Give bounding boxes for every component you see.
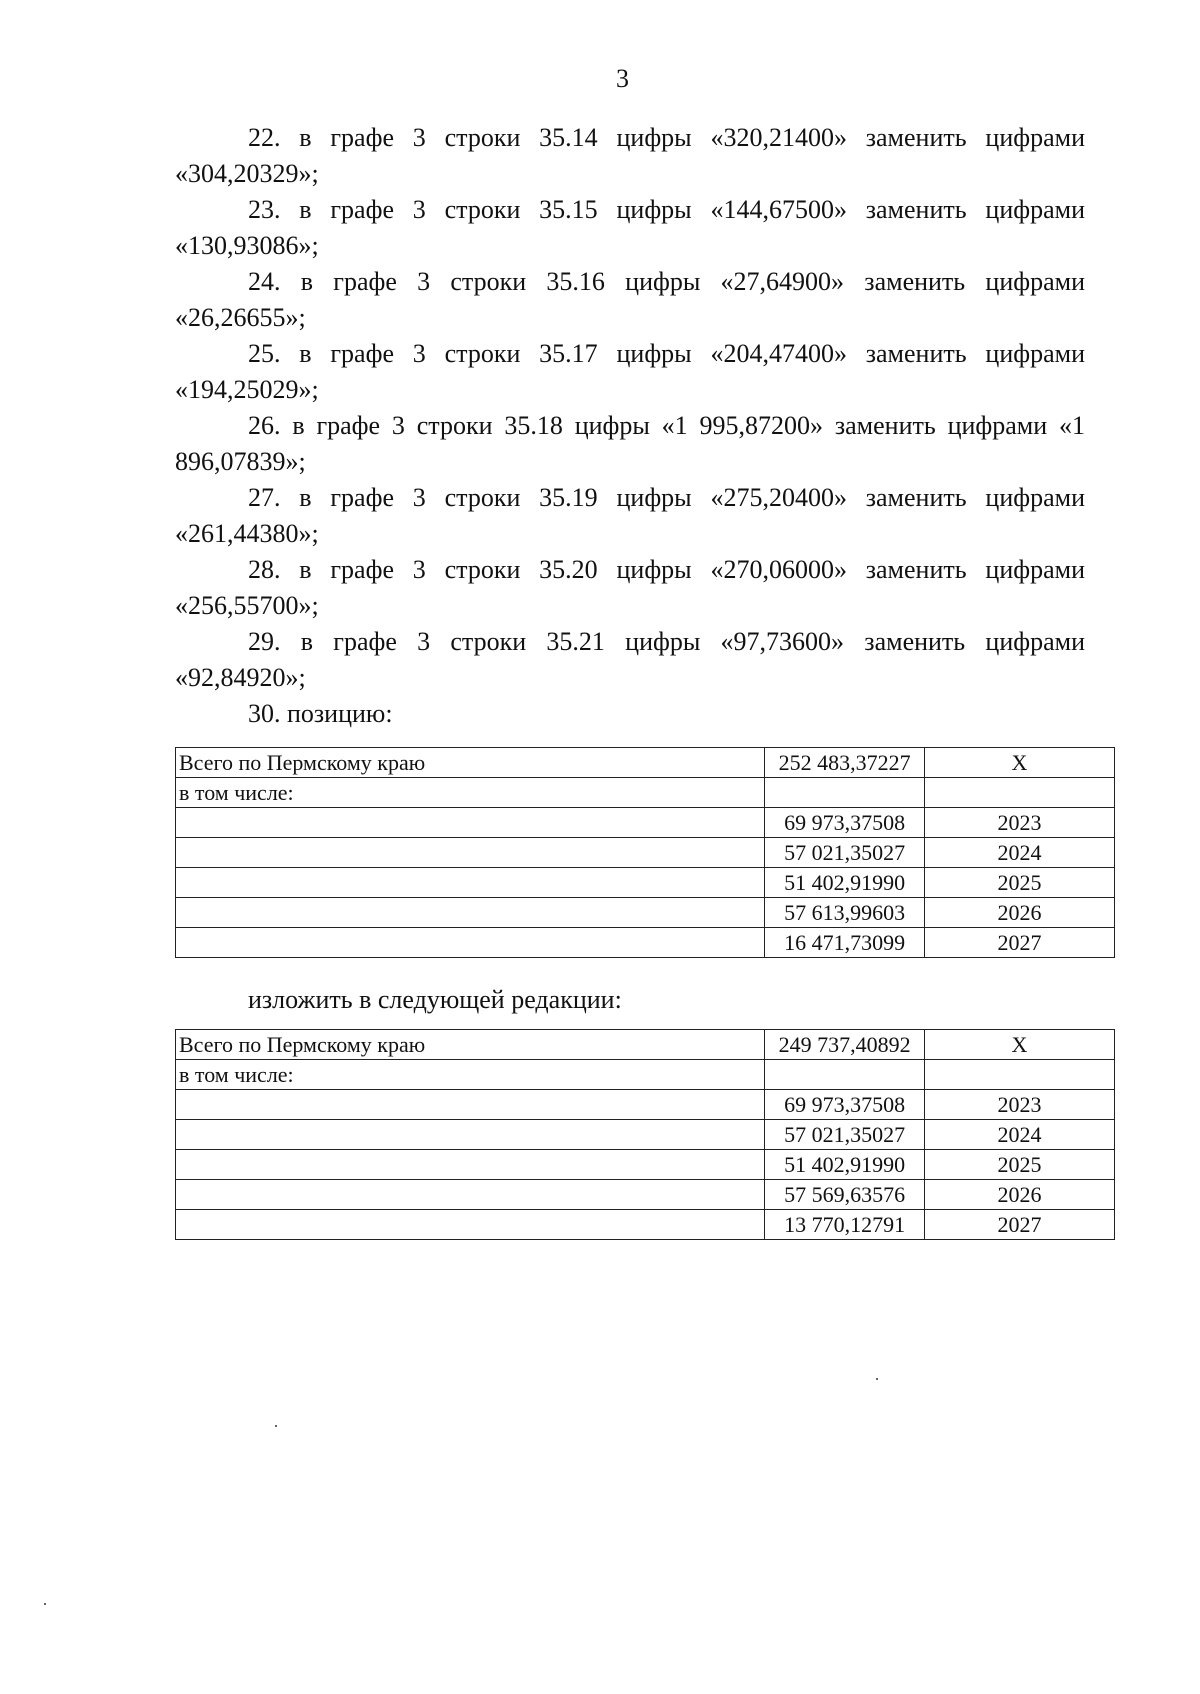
row-name <box>176 868 765 898</box>
row-year: 2027 <box>924 1210 1114 1240</box>
row-name <box>176 928 765 958</box>
table-row <box>176 748 1115 778</box>
row-value: 57 613,99603 <box>765 898 925 928</box>
row-value: 69 973,37508 <box>765 1090 925 1120</box>
row-value: 13 770,12791 <box>765 1210 925 1240</box>
table-row <box>176 1060 1115 1090</box>
row-year: 2027 <box>924 928 1114 958</box>
row-value: 69 973,37508 <box>765 808 925 838</box>
amendment-item-25: 25. в графе 3 строки 35.17 цифры «204,47400» заменить цифрами «194,25029»; <box>175 339 1085 404</box>
table-row <box>176 868 1115 898</box>
table-row <box>176 838 1115 868</box>
table-row <box>176 1180 1115 1210</box>
scan-speck <box>876 1378 878 1380</box>
row-name <box>176 1210 765 1240</box>
row-name <box>176 1150 765 1180</box>
amendment-item-24: 24. в графе 3 строки 35.16 цифры «27,64900» заменить цифрами «26,26655»; <box>175 267 1085 332</box>
table-row <box>176 1030 1115 1060</box>
amendment-list <box>175 120 1085 732</box>
new-position-table <box>175 1029 1115 1240</box>
scan-speck <box>275 1425 277 1427</box>
row-year: X <box>924 1030 1114 1060</box>
table-row <box>176 1120 1115 1150</box>
table-row <box>176 808 1115 838</box>
row-value <box>765 778 925 808</box>
row-year: 2024 <box>924 838 1114 868</box>
table-row <box>176 928 1115 958</box>
row-value <box>765 1060 925 1090</box>
table-row <box>176 1210 1115 1240</box>
row-name <box>176 898 765 928</box>
row-value: 51 402,91990 <box>765 868 925 898</box>
page-number: 3 <box>616 64 629 93</box>
row-year: 2023 <box>924 808 1114 838</box>
table-row <box>176 898 1115 928</box>
row-year <box>924 1060 1114 1090</box>
amendment-item-29: 29. в графе 3 строки 35.21 цифры «97,73600» заменить цифрами «92,84920»; <box>175 627 1085 692</box>
amendment-item-28: 28. в графе 3 строки 35.20 цифры «270,06000» заменить цифрами «256,55700»; <box>175 555 1085 620</box>
row-year <box>924 778 1114 808</box>
row-name <box>176 838 765 868</box>
position-intro: 30. позицию: <box>248 699 393 728</box>
old-position-table <box>175 747 1115 958</box>
row-value: 249 737,40892 <box>765 1030 925 1060</box>
row-name <box>176 1090 765 1120</box>
amendment-item-27: 27. в графе 3 строки 35.19 цифры «275,20400» заменить цифрами «261,44380»; <box>175 483 1085 548</box>
row-year: 2023 <box>924 1090 1114 1120</box>
new-edition-caption: изложить в следующей редакции: <box>248 985 622 1014</box>
row-value: 51 402,91990 <box>765 1150 925 1180</box>
amendment-item-26: 26. в графе 3 строки 35.18 цифры «1 995,87200» заменить цифрами «1 896,07839»; <box>175 411 1085 476</box>
row-year: 2026 <box>924 898 1114 928</box>
row-year: 2024 <box>924 1120 1114 1150</box>
row-name: Всего по Пермскому краю <box>176 1030 765 1060</box>
row-value: 57 021,35027 <box>765 838 925 868</box>
row-value: 252 483,37227 <box>765 748 925 778</box>
table-row <box>176 778 1115 808</box>
row-value: 57 021,35027 <box>765 1120 925 1150</box>
row-value: 16 471,73099 <box>765 928 925 958</box>
row-name: в том числе: <box>176 778 765 808</box>
row-year: 2025 <box>924 868 1114 898</box>
row-name <box>176 808 765 838</box>
row-year: 2026 <box>924 1180 1114 1210</box>
row-name: Всего по Пермскому краю <box>176 748 765 778</box>
amendment-item-22: 22. в графе 3 строки 35.14 цифры «320,21400» заменить цифрами «304,20329»; <box>175 123 1085 188</box>
amendment-item-23: 23. в графе 3 строки 35.15 цифры «144,67500» заменить цифрами «130,93086»; <box>175 195 1085 260</box>
row-value: 57 569,63576 <box>765 1180 925 1210</box>
table-row <box>176 1090 1115 1120</box>
scan-speck <box>44 1603 46 1605</box>
row-year: X <box>924 748 1114 778</box>
row-name <box>176 1180 765 1210</box>
row-year: 2025 <box>924 1150 1114 1180</box>
table-row <box>176 1150 1115 1180</box>
row-name <box>176 1120 765 1150</box>
row-name: в том числе: <box>176 1060 765 1090</box>
